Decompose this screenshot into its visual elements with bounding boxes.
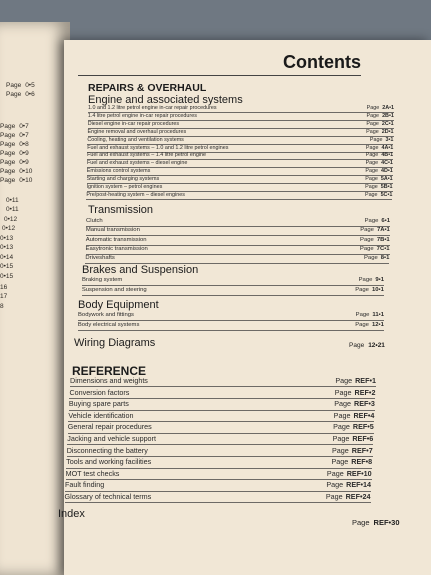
contents-entry bbox=[69, 388, 375, 399]
contents-entry bbox=[66, 469, 372, 480]
entry-page-ref: 8•1 bbox=[380, 255, 390, 262]
entry-page bbox=[333, 422, 374, 432]
entry-title: Bodywork and fittings bbox=[78, 312, 134, 318]
entry-page-ref: 9•1 bbox=[375, 277, 384, 283]
entry-page-word: Page bbox=[325, 492, 343, 501]
back-page-number: 0•5 bbox=[25, 82, 35, 89]
entry-page-word: Page bbox=[355, 322, 369, 329]
entry-page bbox=[334, 399, 375, 409]
entry-page-word: Page bbox=[365, 144, 379, 151]
entry-page bbox=[331, 457, 372, 467]
entry-page-ref: REF•2 bbox=[354, 387, 376, 397]
entry-page-ref: 4B•1 bbox=[381, 152, 394, 159]
back-page-entry bbox=[0, 263, 13, 270]
back-page-number: 0•9 bbox=[19, 150, 29, 157]
entry-title: Braking system bbox=[82, 277, 123, 283]
back-page-number: 8 bbox=[0, 303, 4, 310]
entry-title: Suspension and steering bbox=[81, 286, 147, 293]
entry-page-ref: 2C•1 bbox=[381, 120, 394, 127]
back-page-number: 0•7 bbox=[19, 132, 29, 139]
entry-title: 1.4 litre petrol engine in-car repair procedures bbox=[87, 112, 197, 119]
index-heading: Index bbox=[58, 508, 85, 520]
entry-page-ref: 10•1 bbox=[371, 286, 384, 293]
entry-page-word: Page bbox=[333, 410, 351, 420]
contents-entry bbox=[70, 376, 376, 387]
contents-entry bbox=[82, 286, 384, 296]
entry-page-ref: REF•14 bbox=[346, 480, 372, 490]
back-page-number: 0•13 bbox=[0, 244, 14, 251]
entry-page-ref: 12•1 bbox=[371, 322, 384, 329]
entry-page-word: Page bbox=[366, 105, 380, 111]
entry-page bbox=[355, 321, 384, 330]
entry-page-word: Page bbox=[326, 468, 344, 478]
entry-title: Engine removal and overhaul procedures bbox=[87, 128, 187, 135]
entry-page bbox=[333, 434, 374, 444]
back-page-number: 0•15 bbox=[0, 263, 14, 270]
entry-page-ref: REF•3 bbox=[354, 399, 375, 409]
contents-entry bbox=[65, 492, 371, 503]
back-page-entry bbox=[4, 216, 17, 223]
entry-page bbox=[332, 446, 373, 456]
entry-title: Fuel and exhaust systems – 1.4 litre petrol engine bbox=[87, 152, 207, 159]
entry-title: Dimensions and weights bbox=[70, 376, 148, 385]
entry-page-word: Page bbox=[365, 176, 378, 183]
entry-page bbox=[335, 388, 376, 398]
entry-page-word: Page bbox=[358, 277, 373, 283]
back-page-entry bbox=[0, 132, 29, 139]
contents-entry bbox=[66, 457, 372, 468]
entry-page bbox=[334, 411, 375, 421]
entry-page-word: Page bbox=[333, 422, 350, 432]
brakes-heading: Brakes and Suspension bbox=[82, 264, 199, 276]
entry-page-ref: 4D•1 bbox=[381, 168, 393, 175]
back-page-entry bbox=[0, 177, 32, 184]
entry-page-word: Page bbox=[364, 191, 378, 198]
index-page-word: Page bbox=[352, 518, 370, 527]
back-page-entry bbox=[2, 225, 15, 232]
contents-entry bbox=[86, 191, 392, 200]
entry-page bbox=[360, 245, 390, 254]
back-page-word: Page bbox=[0, 123, 16, 130]
engine-heading: Engine and associated systems bbox=[88, 94, 243, 106]
back-page-entry bbox=[0, 141, 29, 148]
entry-page-ref: 5A•1 bbox=[380, 176, 393, 183]
entry-page-word: Page bbox=[334, 399, 351, 409]
entry-page-ref: 4C•1 bbox=[381, 160, 393, 167]
entry-page-ref: 7B•1 bbox=[376, 236, 390, 243]
back-page-number: 16 bbox=[0, 284, 8, 291]
back-page-entry bbox=[0, 235, 13, 242]
back-page-entry bbox=[0, 159, 29, 166]
entry-page-word: Page bbox=[326, 480, 344, 490]
entry-page-word: Page bbox=[369, 136, 383, 143]
entry-title: Jacking and vehicle support bbox=[67, 434, 156, 443]
entry-page-ref: 4A•1 bbox=[381, 144, 394, 151]
back-page-word: Page bbox=[0, 150, 16, 157]
back-page-number: 0•11 bbox=[6, 197, 19, 204]
entry-page bbox=[364, 254, 389, 263]
entry-page bbox=[360, 236, 390, 245]
entry-title: Vehicle identification bbox=[68, 410, 134, 420]
wiring-page-word: Page bbox=[349, 342, 365, 349]
entry-page bbox=[365, 183, 392, 191]
entry-title: General repair procedures bbox=[67, 422, 152, 432]
contents-entry bbox=[69, 399, 375, 410]
entry-page-ref: REF•8 bbox=[351, 457, 373, 467]
entry-title: Easytronic transmission bbox=[85, 245, 148, 252]
contents-entry bbox=[85, 254, 389, 264]
entry-page-ref: REF•24 bbox=[345, 492, 371, 501]
entry-page bbox=[326, 480, 371, 490]
entry-title: Glossary of technical terms bbox=[64, 492, 152, 501]
contents-entry bbox=[68, 422, 374, 433]
entry-page bbox=[370, 136, 393, 144]
back-page-word: Page bbox=[0, 177, 16, 184]
entry-page bbox=[335, 376, 376, 386]
entry-page-word: Page bbox=[364, 255, 378, 262]
entry-page-word: Page bbox=[359, 245, 374, 252]
entry-page bbox=[366, 128, 393, 136]
back-page-number: 0•9 bbox=[19, 159, 29, 166]
entry-title: Clutch bbox=[86, 218, 103, 224]
contents-entry bbox=[67, 434, 373, 445]
entry-title: Fuel and exhaust systems – 1.0 and 1.2 litre petrol engines bbox=[87, 144, 229, 151]
contents-entry bbox=[67, 446, 373, 457]
entry-title: Tools and working facilities bbox=[66, 457, 152, 467]
page-title: Contents bbox=[283, 52, 361, 72]
contents-page bbox=[58, 40, 431, 575]
back-page-number: 0•7 bbox=[19, 123, 29, 130]
repairs-heading: REPAIRS & OVERHAUL bbox=[88, 82, 207, 94]
back-page-number: 0•10 bbox=[19, 168, 33, 175]
entry-page-ref: REF•7 bbox=[351, 445, 373, 455]
entry-page-ref: REF•10 bbox=[346, 468, 372, 478]
wiring-page bbox=[349, 342, 385, 349]
back-page-number: 0•11 bbox=[6, 206, 19, 213]
body-heading: Body Equipment bbox=[78, 299, 159, 311]
entry-page-word: Page bbox=[355, 312, 370, 318]
entry-title: Disconnecting the battery bbox=[66, 445, 148, 455]
entry-page-word: Page bbox=[332, 445, 349, 455]
index-page-ref: REF•30 bbox=[373, 518, 400, 527]
entry-page-word: Page bbox=[331, 457, 349, 467]
entry-title: Body electrical systems bbox=[77, 322, 140, 329]
entry-page-ref: 2B•1 bbox=[382, 112, 394, 119]
contents-entry bbox=[82, 276, 384, 286]
entry-page-ref: 7A•1 bbox=[376, 227, 390, 234]
entry-page-word: Page bbox=[334, 387, 352, 397]
entry-page bbox=[365, 191, 392, 199]
entry-page-word: Page bbox=[364, 218, 379, 224]
back-page-number: 0•13 bbox=[0, 235, 14, 242]
back-page-number: 17 bbox=[0, 293, 8, 300]
entry-page-ref: REF•1 bbox=[355, 376, 376, 385]
entry-page bbox=[356, 311, 384, 320]
back-page-word: Page bbox=[6, 82, 22, 89]
entry-page-ref: 6•1 bbox=[381, 218, 390, 224]
wiring-page-ref: 12•21 bbox=[368, 342, 385, 349]
contents-entry bbox=[78, 311, 384, 321]
back-page-number: 0•12 bbox=[4, 216, 18, 223]
index-page bbox=[352, 518, 400, 527]
back-page-word: Page bbox=[0, 159, 16, 166]
back-page-entry bbox=[0, 244, 13, 251]
entry-page-ref: 3•1 bbox=[385, 136, 394, 143]
entry-page bbox=[365, 167, 392, 175]
entry-title: Diesel engine in-car repair procedures bbox=[87, 120, 180, 127]
entry-page bbox=[367, 104, 394, 112]
entry-page bbox=[355, 286, 384, 295]
back-page-entry bbox=[0, 254, 13, 261]
entry-page-ref: REF•4 bbox=[353, 410, 375, 420]
entry-page-word: Page bbox=[360, 227, 374, 234]
entry-page-word: Page bbox=[332, 434, 350, 443]
entry-page bbox=[365, 217, 390, 226]
entry-page bbox=[366, 159, 393, 167]
entry-page-word: Page bbox=[366, 128, 379, 135]
entry-title: Fault finding bbox=[65, 480, 105, 490]
entry-title: Driveshafts bbox=[85, 255, 115, 262]
entry-page-word: Page bbox=[335, 376, 353, 385]
entry-page-ref: 2A•1 bbox=[382, 105, 394, 111]
title-rule bbox=[78, 75, 361, 76]
back-page-number: 0•8 bbox=[19, 141, 29, 148]
entry-page-ref: 7C•1 bbox=[376, 245, 390, 252]
back-page-entry bbox=[0, 293, 7, 300]
back-page-entry bbox=[0, 303, 4, 310]
entry-page-word: Page bbox=[365, 184, 378, 190]
back-page-number: 0•6 bbox=[25, 91, 35, 98]
back-page-entry bbox=[6, 197, 19, 204]
back-page-entry bbox=[0, 150, 29, 157]
back-page-entry bbox=[0, 123, 29, 130]
entry-page-word: Page bbox=[365, 160, 379, 167]
entry-title: Emissions control systems bbox=[86, 168, 151, 175]
back-page-number: 0•12 bbox=[2, 225, 16, 232]
entry-page bbox=[326, 492, 371, 502]
entry-page bbox=[360, 226, 390, 235]
back-page-entry bbox=[6, 91, 35, 98]
entry-page-ref: 2D•1 bbox=[381, 128, 394, 135]
entry-title: Conversion factors bbox=[69, 387, 130, 397]
back-page-entry bbox=[0, 273, 13, 280]
back-page bbox=[0, 22, 70, 575]
entry-title: Cooling, heating and ventilation systems bbox=[87, 136, 184, 143]
contents-entry bbox=[65, 480, 371, 491]
entry-page bbox=[366, 112, 393, 120]
entry-page-word: Page bbox=[366, 112, 380, 119]
entry-title: MOT test checks bbox=[65, 468, 120, 478]
entry-page-word: Page bbox=[355, 286, 369, 293]
contents-entry bbox=[78, 321, 384, 331]
entry-page-ref: REF•6 bbox=[352, 434, 374, 443]
entry-page-word: Page bbox=[360, 236, 374, 243]
back-page-entry bbox=[0, 284, 7, 291]
back-page-entry bbox=[6, 82, 35, 89]
entry-page-ref: REF•5 bbox=[352, 422, 374, 432]
entry-page bbox=[327, 469, 372, 479]
entry-page-ref: 5C•1 bbox=[380, 191, 393, 198]
entry-page-ref: 5B•1 bbox=[380, 184, 393, 190]
entry-title: Buying spare parts bbox=[68, 399, 129, 409]
reference-heading: REFERENCE bbox=[72, 364, 147, 378]
back-page-entry bbox=[6, 206, 19, 213]
back-page-word: Page bbox=[0, 141, 16, 148]
entry-page-word: Page bbox=[365, 168, 379, 175]
back-page-number: 0•14 bbox=[0, 254, 14, 261]
back-page-number: 0•10 bbox=[19, 177, 33, 184]
entry-page-ref: 11•1 bbox=[372, 312, 384, 318]
entry-page bbox=[359, 276, 384, 285]
entry-page-word: Page bbox=[366, 120, 379, 127]
entry-title: Starting and charging systems bbox=[86, 176, 160, 183]
back-page-word: Page bbox=[0, 168, 16, 175]
entry-title: Manual transmission bbox=[85, 227, 140, 234]
transmission-heading: Transmission bbox=[88, 204, 153, 216]
back-page-entry bbox=[0, 168, 32, 175]
back-page-number: 0•15 bbox=[0, 273, 14, 280]
entry-page bbox=[366, 144, 393, 152]
entry-title: Automatic transmission bbox=[85, 236, 147, 243]
entry-title: 1.0 and 1.2 litre petrol engine in-car repair procedures bbox=[88, 105, 217, 111]
back-page-word: Page bbox=[6, 91, 22, 98]
entry-title: Ignition system – petrol engines bbox=[86, 184, 163, 190]
entry-title: Pre/post-heating system – diesel engines bbox=[86, 191, 185, 198]
entry-page-word: Page bbox=[365, 152, 379, 159]
wiring-heading: Wiring Diagrams bbox=[74, 337, 156, 349]
entry-title: Fuel and exhaust systems – diesel engine bbox=[86, 160, 188, 167]
entry-page bbox=[365, 175, 392, 183]
entry-page bbox=[366, 151, 393, 159]
contents-entry bbox=[68, 411, 374, 422]
entry-page bbox=[366, 120, 393, 128]
back-page-word: Page bbox=[0, 132, 16, 139]
